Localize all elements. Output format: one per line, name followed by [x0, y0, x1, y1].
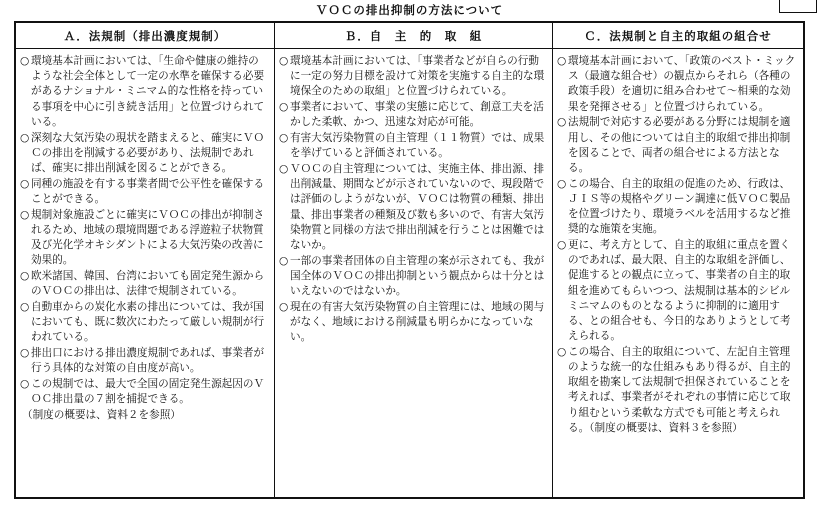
list-item-text: この場合、自主的取組について、左記自主管理のような統一的な仕組みもあり得るが、自主的取組を勘案して法規制で担保されていることを考えれば、事業者がそれぞれの事情に応じて取り組むという柔軟な方式でも可能と考えられる。（制度の概要は、資料３を参照）: [568, 345, 791, 434]
corner-box: [779, 0, 817, 13]
list-item: [20, 377, 268, 407]
list-item: [557, 177, 797, 238]
column-heading: Ｂ．自 主 的 取 組: [275, 23, 552, 49]
column-heading: Ａ．法規制（排出濃度規制）: [16, 23, 274, 49]
list-item-text: この規制では、最大で全国の固定発生源起因のＶＯＣ排出量の７割を捕捉できる。: [31, 377, 265, 405]
list-item-text: 事業者において、事業の実態に応じて、創意工夫を活かした柔軟、かつ、迅速な対応が可能。: [290, 101, 544, 129]
list-item-text: 規制対象施設ごとに確実にＶＯＣの排出が抑制されるため、地域の環境問題である浮遊粒子状物質及び光化学オキシダントによる大気汚染の改善に効果的。: [31, 208, 265, 267]
list-item: [557, 345, 797, 436]
list-item-text: 更に、考え方として、自主的取組に重点を置くのであれば、最大限、自主的な取組を評価し、促進するとの観点に立って、事業者の自主的取組を進めてもらいつつ、法規制は基本的シビルミニマムのものとなるように抑制的に適用する、との組合せも、今日的なありようとして考えられる。: [568, 238, 791, 343]
list-item-text: 環境基本計画において、「政策のベスト・ミックス（最適な組合せ）の観点からそれら（各種の政策手段）を適切に組み合わせて～相乗的な効果を発揮させる」と位置づけられている。: [568, 55, 796, 113]
circle-bullet-icon: ○: [279, 101, 289, 114]
circle-bullet-icon: ○: [279, 55, 289, 67]
list-item-text: 有害大気汚染物質の自主管理（１１物質）では、成果を挙げていると評価されている。: [290, 132, 545, 160]
circle-bullet-icon: ○: [20, 346, 30, 359]
circle-bullet-icon: ○: [279, 254, 289, 267]
list-item: [279, 300, 546, 346]
list-item-text: 自動車からの炭化水素の排出については、我が国においても、既に数次にわたって厳しい規制が行われている。: [31, 300, 265, 344]
list-item: [557, 115, 797, 176]
circle-bullet-icon: ○: [557, 345, 567, 358]
list-item: [279, 100, 546, 130]
list-item: [20, 131, 268, 177]
list-item: [20, 208, 268, 269]
circle-bullet-icon: ○: [20, 300, 30, 313]
circle-bullet-icon: ○: [557, 177, 567, 190]
list-item-text: 排出口における排出濃度規制であれば、事業者が行う具体的な対策の自由度が高い。: [31, 346, 265, 375]
list-item-text: 現在の有害大気汚染物質の自主管理には、地域の関与がなく、地域における削減量も明らかになっていない。: [290, 300, 545, 344]
circle-bullet-icon: ○: [279, 162, 289, 175]
list-item: [20, 54, 268, 130]
list-item-text: 環境基本計画においては、「事業者などが自らの行動に一定の努力目標を設けて対策を実施する自主的な環境保全のための取組」と位置づけられている。: [290, 55, 545, 98]
list-item-text: 一部の事業者団体の自主管理の案が示されても、我が国全体のＶＯＣの排出抑制という観点からは十分とはいえないのではないか。: [290, 254, 545, 298]
list-item: [20, 346, 268, 376]
list-item: [557, 238, 797, 344]
column-b: [274, 23, 552, 497]
circle-bullet-icon: ○: [20, 177, 30, 190]
circle-bullet-icon: ○: [20, 208, 30, 221]
list-item: [279, 131, 546, 161]
circle-bullet-icon: ○: [279, 300, 289, 313]
list-item: [20, 177, 268, 207]
list-item-text: 法規制で対応する必要がある分野には規制を適用し、その他については自主的取組で排出抑制を図ることで、両者の組合せによる方法となる。: [568, 116, 791, 174]
column-body: [275, 49, 552, 345]
list-item-text: 同種の施設を有する事業者間で公平性を確保することができる。: [31, 177, 265, 205]
column-body: [16, 49, 274, 423]
list-item-text: この場合、自主的取組の促進のため、行政は、ＪＩＳ等の規格やグリーン調達に低ＶＯＣ製品を位置づけたり、環境ラベルを活用するなど推奨的な施策を実施。: [568, 177, 791, 236]
comparison-table: [14, 21, 805, 499]
list-item: [20, 300, 268, 346]
circle-bullet-icon: ○: [557, 116, 567, 129]
page-title: ＶＯＣの排出抑制の方法について: [315, 3, 504, 17]
list-item: [279, 254, 546, 300]
list-item-text: ＶＯＣの自主管理については、実施主体、排出源、排出削減量、期間などが示されていないので、現段階では評価のしようがないが、ＶＯＣは物質の種類、排出量、排出事業者の種類及び数も多いので、有害大気汚染物質と同様の方法で排出削減を行うことは困難ではないか。: [290, 162, 545, 251]
list-item-text: 欧米諸国、韓国、台湾においても固定発生源からのＶＯＣの排出は、法律で規制されている。: [31, 269, 265, 298]
list-item: [20, 269, 268, 299]
column-c: [552, 23, 803, 497]
column-body: [553, 49, 803, 436]
circle-bullet-icon: ○: [20, 55, 30, 67]
column-a: [16, 23, 274, 497]
column-heading: Ｃ．法規制と自主的取組の組合せ: [553, 23, 803, 49]
circle-bullet-icon: ○: [557, 238, 567, 251]
list-item: [279, 54, 546, 100]
circle-bullet-icon: ○: [20, 131, 30, 144]
reference-note: （制度の概要は、資料２を参照）: [22, 408, 181, 421]
circle-bullet-icon: ○: [279, 132, 289, 145]
list-item: [279, 162, 546, 253]
circle-bullet-icon: ○: [20, 377, 30, 390]
list-item: [557, 54, 797, 115]
circle-bullet-icon: ○: [20, 269, 30, 282]
list-item-text: 環境基本計画においては、「生命や健康の維持のような社会全体として一定の水準を確保する必要があるナショナル・ミニマム的な性格を持っている事項を中心に引き続き活用」と位置づけられている。: [31, 55, 265, 128]
list-item-text: 深刻な大気汚染の現状を踏まえると、確実にＶＯＣの排出を削減する必要があり、法規制であれば、確実に排出削減を図ることができる。: [31, 131, 265, 174]
circle-bullet-icon: ○: [557, 55, 567, 67]
